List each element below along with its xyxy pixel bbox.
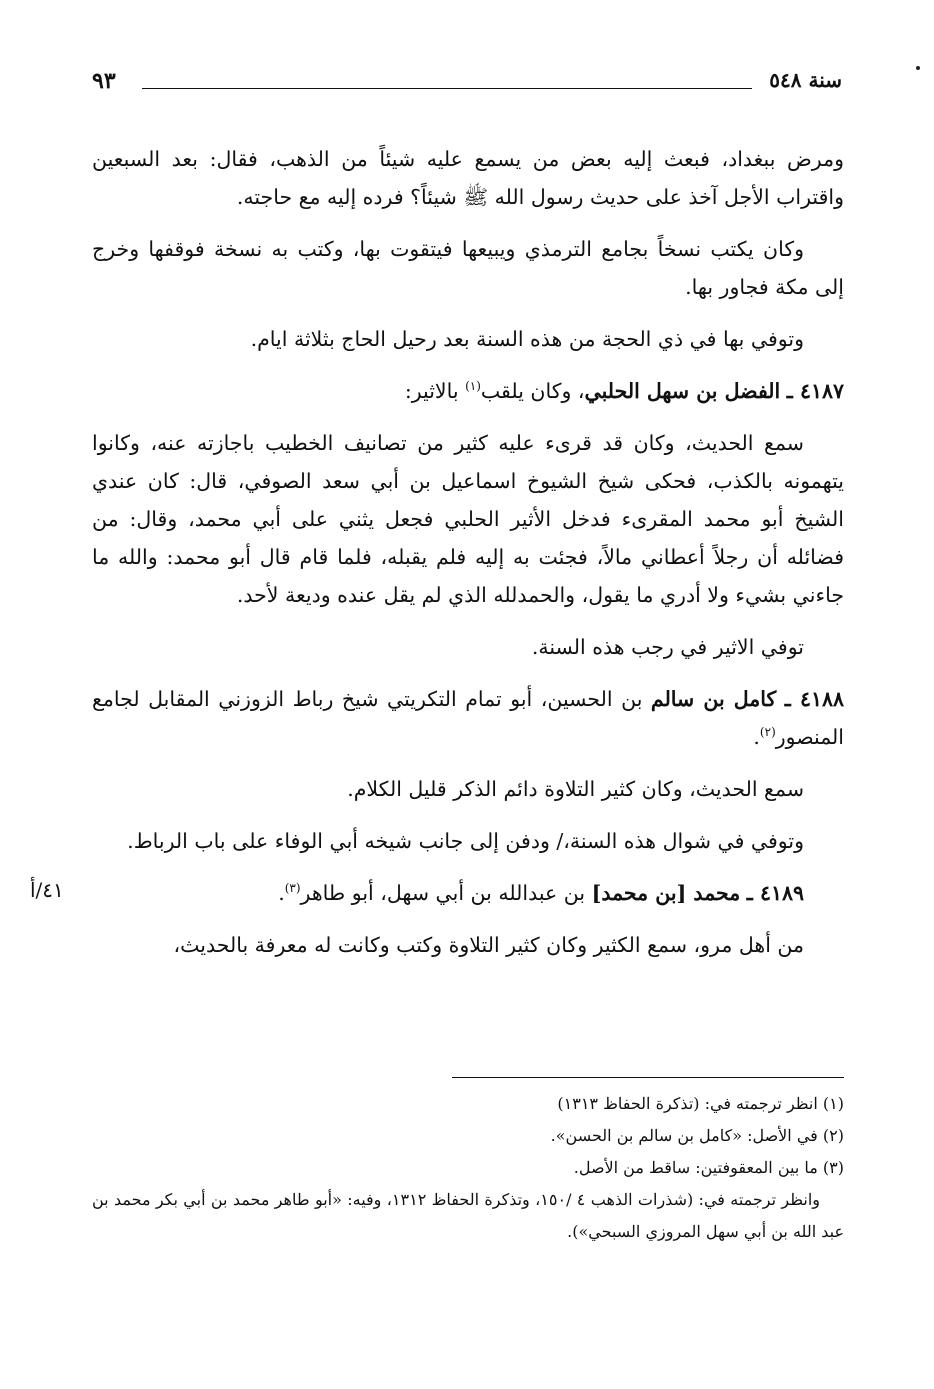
entry-rest: بن الحسين، أبو تمام التكريتي شيخ رباط الزوزني المقابل لجامع المنصور [92, 687, 844, 749]
entry-name: كامل بن سالم [650, 687, 777, 711]
footnote-3-continued: وانظر ترجمته في: (شذرات الذهب ٤ /١٥٠، وتذكرة الحفاظ ١٣١٢، وفيه: «أبو طاهر محمد بن أبي بكر محمد بن عبد الله بن أبي سهل المروزي السبحي»). [92, 1190, 844, 1241]
main-text [92, 140, 844, 978]
entry-rest: بالاثير: [404, 379, 466, 403]
scan-speck [916, 66, 920, 70]
footnotes [92, 1088, 844, 1248]
running-title: سنة ٥٤٨ [769, 68, 842, 92]
paragraph: سمع الحديث، وكان كثير التلاوة دائم الذكر قليل الكلام. [347, 777, 804, 801]
paragraph: وتوفي بها في ذي الحجة من هذه السنة بعد رحيل الحاج بثلاثة ايام. [250, 327, 804, 351]
paragraph: وتوفي في شوال هذه السنة،/ ودفن إلى جانب شيخه أبي الوفاء على باب الرباط. [127, 829, 804, 853]
footnote-1: (١) انظر ترجمته في: (تذكرة الحفاظ ١٣١٣) [557, 1094, 844, 1113]
paragraph: وكان يكتب نسخاً بجامع الترمذي ويبيعها فيتقوت بها، وكتب به نسخة فوقفها وخرج إلى مكة فجاور بها. [92, 237, 844, 299]
entry-heading-4188 [92, 680, 844, 756]
paragraph: سمع الحديث، وكان قد قرىء عليه كثير من تصانيف الخطيب باجازته عنه، وكانوا يتهمونه بالكذب، فحكى شيخ الشيوخ اسماعيل بن أبي سعد الصوفي، قال: كان عندي الشيخ أبو محمد المقرىء فدخل الأثير الحلبي فجعل يثني على أبي محمد، وقال: من فضائله أن رجلاً أعطاني مالاً، فجئت به إليه فلم يقبله، فلما قام قال أبو محمد: والله ما جاءني بشيء ولا أدري ما يقول، والحمدلله الذي لم يقل عنده وديعة لأحد. [92, 431, 844, 607]
entry-number: ٤١٨٩ ـ [746, 881, 804, 905]
entry-name: محمد [بن محمد] [591, 881, 741, 905]
page-header [92, 68, 842, 104]
paragraph: توفي الاثير في رجب هذه السنة. [531, 635, 804, 659]
entry-heading-4189 [92, 874, 844, 912]
entry-rest: ، وكان يلقب [480, 379, 585, 403]
entry-rest: . [278, 881, 285, 905]
entry-rest: بن عبدالله بن أبي سهل، أبو طاهر [300, 881, 592, 905]
entry-number: ٤١٨٨ ـ [784, 687, 844, 711]
page-number: ٩٣ [92, 68, 116, 94]
entry-number: ٤١٨٧ ـ [786, 379, 844, 403]
footnote-rule [452, 1077, 844, 1078]
entry-heading-4187 [92, 372, 844, 410]
paragraph: من أهل مرو، سمع الكثير وكان كثير التلاوة وكتب وكانت له معرفة بالحديث، [173, 933, 804, 957]
entry-rest: . [753, 725, 760, 749]
entry-name: الفضل بن سهل الحلبي [584, 379, 781, 403]
footnote-2: (٢) في الأصل: «كامل بن سالم بن الحسن». [550, 1126, 844, 1145]
footnote-marker[interactable]: (١) [465, 379, 481, 394]
footnote-marker[interactable]: (٢) [759, 725, 776, 740]
manuscript-folio-mark: ٤١/أ [30, 878, 64, 902]
paragraph: ومرض ببغداد، فبعث إليه بعض من يسمع عليه شيئاً من الذهب، فقال: بعد السبعين واقتراب الأجل آخذ على حديث رسول الله ﷺ شيئاً؟ فرده إليه مع حاجته. [92, 147, 844, 209]
footnote-marker[interactable]: (٣) [284, 881, 301, 896]
header-rule [142, 88, 752, 89]
footnote-3: (٣) ما بين المعقوفتين: ساقط من الأصل. [573, 1158, 844, 1177]
